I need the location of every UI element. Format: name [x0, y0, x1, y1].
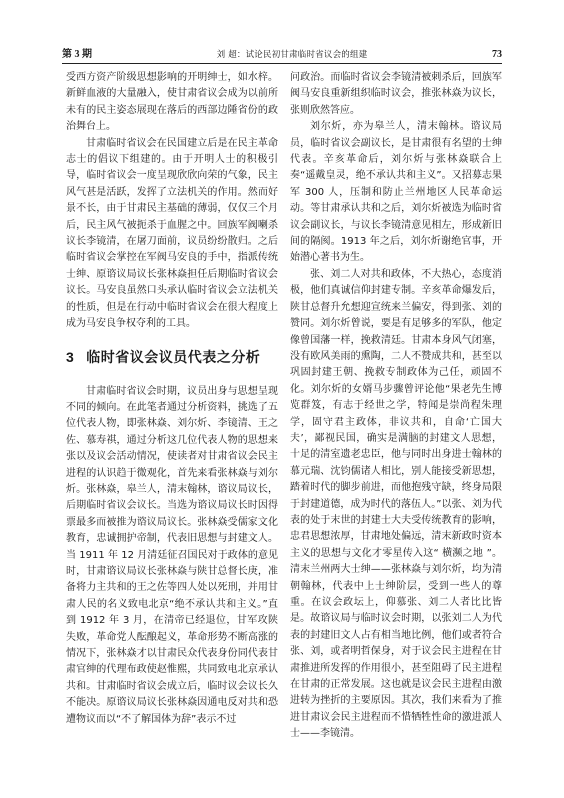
- body-paragraph: 刘尔炘，亦为皋兰人，清末翰林。谘议局员，临时省议会副议长，是甘肃很有名望的士绅代表。辛亥革命后，刘尔炘与张林焱联合上奏“遥戴皇灵，绝不承认共和主义”。又招募志果军 300 人，压制和防止兰州地区人民革命运动。等甘肃承认共和之后，刘尔炘被选为临时省议会副议长，与议长李镜清意见相左，形成新旧间的隔阂。1913 年之后，刘尔炘谢绝官事，开始潜心著书为生。: [290, 121, 502, 264]
- issue-label: 第 3 期: [62, 49, 92, 60]
- body-paragraph: 甘肃临时省议会时期，议员出身与思想呈现不同的倾向。在此笔者通过分析资料，挑选了五位代表人物，即张林焱、刘尔炘、李镜清、王之佐、慕寿祺，通过分析这几位代表人物的思想来张以及议会活动情况，使读者对甘肃省议会民主进程的认识趋于微观化，首先来看张林焱与刘尔炘。张林焱，皋兰人，清末翰林，谘议局议长，后期临时省议会议长。当选为谘议局议长时因得票最多而被推为谘议局议长。张林焱受儒家文化教育，忠诚拥护帝制，代表旧思想与封建文人。当 1911 年 12 月清廷征召国民对于政体的意见时，甘肃谘议局议长张林焱与陕甘总督长庚，准备将力主共和的王之佐等四人处以死刑，并用甘肃人民的名义致电北京“绝不承认共和主义。”直到 1912 年 3 月，在清帝已经退位，甘军攻陕失败，革命党人酝酿起义，革命形势不断高涨的情况下，张林焱才以甘肃民众代表身份同代表甘肃官绅的代理布政使赵惟熙，共同致电北京承认共和。甘肃临时省议会成立后，临时议会议长久不能决。原谘议局议长张林焱因通电反对共和恐遭物议而以“不了解国体为辞”表示不过: [66, 385, 278, 725]
- body-paragraph: 问政治。而临时省议会李镜清被刺杀后，回族军阀马安良重新组织临时议会，推张林焱为议长，张则欣然答应。: [290, 72, 502, 116]
- body-paragraph: 受西方资产阶级思想影响的开明绅士，如水梓。新鲜血液的大量融入，使甘肃省议会成为以前所未有的民主姿态展现在落后的西部边陲省份的政治舞台上。: [66, 72, 278, 133]
- section-number: 3: [66, 348, 75, 365]
- page-header: [62, 42, 502, 64]
- section-heading: [66, 347, 278, 368]
- running-title: 刘 超：试论民初甘肃临时省议会的组建: [216, 50, 368, 60]
- left-column: [66, 70, 278, 728]
- section-title-text: 临时省议会议员代表之分析: [86, 349, 261, 366]
- page-number: 73: [492, 49, 502, 60]
- body-paragraph: 甘肃临时省议会在民国建立后是在民主革命志士的倡议下组建的。由于开明人士的积极引导，临时省议会一度呈现欣欣向荣的气象，民主风气甚是活跃，发挥了立法机关的作用。然而好景不长，由于甘肃民主基础的薄弱，仅仅三个月后，民主风气被扼杀于血腥之中。回族军阀喇杀议长李镜清，在屠刀面前，议员纷纷散归。之后临时省议会掌控在军阀马安良的手中，指派传统士绅、原谘议局议长张林焱担任后期临时省议会议长。马安良虽然口头承认临时省议会立法机关的性质，但是在行动中临时省议会在很大程度上成为马安良争权夺利的工具。: [66, 137, 278, 330]
- body-paragraph: 张、刘二人对共和政体，不大热心，态度消极，他们真诚信仰封建专制。辛亥革命爆发后，陕甘总督升允想迎宣统来兰偏安，得到张、刘的赞同。刘尔炘曾说，要是有足够多的军队，他定像曾国藩一样，挽救清廷。甘肃本身风气闭塞，没有欧风美雨的熏陶，二人不赞成共和，甚至以巩固封建王朝、挽救专制政体为己任，顽固不化。刘尔炘的女婿马步骤曾评论他“果老先生博览群笈，有志于经世之学，特闻是崇尚程朱理学，固守君主政体，非议共和，自命‘亡国大夫’，鄙视民国，确实是满脑的封建文人思想，十足的清室遗老忠臣，他与同时出身进士翰林的慕元瑞、沈钧儒诸人相比，别人能接受新思想，踏着时代的脚步前进，而他抱残守缺，终身局限于封建道德，成为时代的落伍人。”以张、刘为代表的处于末世的封建士大夫受传统教育的影响，忠君思想浓厚，甘肃地处偏远，清末新政时资本主义的思想与文化才零星传入这“ 横濒之地 ”。清末兰州两大士绅——张林焱与刘尔炘，均为清朝翰林，代表中上士绅阶层，受到一些人的尊重。在议会政坛上，仰慕张、刘二人者比比皆是。故谘议局与临时议会时期，以张刘二人为代表的封建旧文人占有相当地比例，他们或者符合张、刘，或者明哲保身，对于议会民主进程在甘肃推进所发挥的作用很小，甚至阻碍了民主进程在甘肃的正常发展。这也就是议会民主进程由激进转为挫折的主要原因。其次，我们来看为了推进甘肃议会民主进程而不惜牺牲性命的激进派人士——李镜清。: [290, 268, 502, 740]
- right-column: [290, 70, 502, 743]
